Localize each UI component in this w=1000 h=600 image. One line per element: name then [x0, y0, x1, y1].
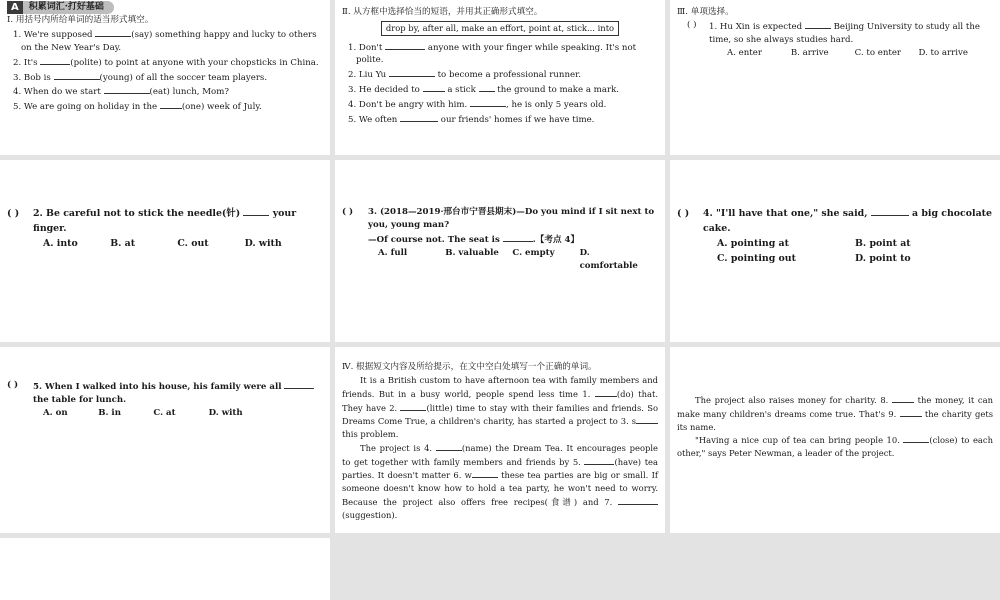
answer-paren[interactable]: ( ) [342, 207, 354, 217]
answer-blank[interactable] [472, 468, 498, 478]
answer-blank [243, 206, 269, 216]
option-a[interactable]: A. full [378, 247, 408, 258]
option-c[interactable]: C. at [153, 407, 176, 418]
answer-blank[interactable] [470, 97, 506, 107]
answer-blank[interactable] [385, 40, 425, 50]
option-b[interactable]: B. in [98, 407, 121, 418]
answer-paren[interactable]: ( ) [7, 380, 19, 390]
answer-blank[interactable] [40, 55, 70, 65]
options-row [342, 247, 658, 273]
options-row [7, 236, 323, 251]
answer-paren[interactable]: ( ) [687, 19, 697, 30]
question-item: 1. Don't anyone with your finger while speaking. It's not polite. [342, 40, 658, 68]
answer-blank[interactable] [95, 27, 131, 37]
options-row [677, 236, 993, 266]
option-d[interactable]: D. with [244, 238, 282, 250]
option-b[interactable]: B. valuable [445, 247, 499, 258]
answer-blank [871, 206, 909, 216]
passage-paragraph: The project also raises money for charity. 8. the money, it can make many children's dreams come true. That's 9. the charity gets its name. [677, 395, 994, 432]
option-a[interactable]: A. enter [727, 47, 762, 58]
options-row [677, 47, 993, 60]
question-item: 2. Liu Yu to become a professional runner. [342, 67, 658, 82]
section-header [7, 0, 323, 14]
slide-cloze-passage [335, 347, 665, 533]
option-a[interactable]: A. on [43, 407, 68, 418]
exercise-title: Ⅲ. 单项选择。 [677, 7, 734, 17]
answer-blank[interactable] [104, 84, 150, 94]
option-d[interactable]: D. to arrive [918, 47, 968, 58]
option-d[interactable]: D. with [208, 407, 243, 418]
option-b[interactable]: B. arrive [790, 47, 829, 58]
slide-single-choice-2 [0, 160, 330, 342]
exercise-title: Ⅰ. 用括号内所给单词的适当形式填空。 [7, 15, 154, 25]
question-item: 3. He decided to a stick the ground to make a mark. [342, 82, 658, 97]
slide-single-choice-4 [670, 160, 1000, 342]
section-banner: 积累词汇·打好基础 [23, 1, 114, 14]
answer-blank [284, 379, 314, 389]
answer-blank[interactable] [479, 82, 495, 92]
passage-paragraph: It is a British custom to have afternoon tea with family members and friends. But in a busy world, people spend less time 1. (do) that. They have 2. (little) time to stay with their families and friends. So Dreams Come True, a children's charity, has started a project to 3. s this problem. [342, 375, 658, 440]
option-d[interactable]: D. comfortable [579, 247, 638, 271]
answer-blank[interactable] [618, 495, 658, 505]
question-item: 5. We are going on holiday in the (one) week of July. [7, 99, 323, 114]
option-d[interactable]: D. point to [855, 253, 911, 265]
exercise-title: Ⅱ. 从方框中选择恰当的短语，并用其正确形式填空。 [342, 7, 543, 17]
question-item: ( ) 1. Hu Xin is expected Beijing University to study all the time, so she always studies hard. [677, 19, 993, 47]
slide-single-choice-1 [670, 0, 1000, 155]
answer-blank[interactable] [900, 407, 922, 417]
answer-blank[interactable] [436, 441, 462, 451]
slide-blank [0, 538, 330, 600]
answer-blank [805, 19, 831, 29]
answer-blank[interactable] [423, 82, 445, 92]
slide-vocabulary-fill [0, 0, 330, 155]
option-c[interactable]: C. out [177, 238, 209, 250]
answer-blank[interactable] [400, 401, 426, 411]
answer-paren[interactable]: ( ) [677, 208, 690, 219]
option-a[interactable]: A. into [43, 238, 78, 250]
answer-blank[interactable] [160, 99, 182, 109]
options-row [7, 407, 273, 420]
answer-blank[interactable] [636, 414, 658, 424]
option-a[interactable]: A. pointing at [717, 238, 789, 250]
option-b[interactable]: B. at [110, 238, 136, 250]
answer-blank [503, 232, 533, 242]
question-item: 4. When do we start (eat) lunch, Mom? [7, 84, 323, 99]
answer-blank[interactable] [595, 387, 617, 397]
response-line: —Of course not. The seat is .【考点 4】 [342, 232, 658, 247]
option-b[interactable]: B. point at [855, 238, 911, 250]
passage-paragraph: "Having a nice cup of tea can bring people 10. (close) to each other," says Peter Newman, a leader of the project. [677, 435, 993, 459]
option-c[interactable]: C. pointing out [717, 253, 796, 265]
answer-blank[interactable] [584, 455, 614, 465]
question-item: 2. It's (polite) to point at anyone with your chopsticks in China. [7, 55, 323, 70]
question-item: 3. Bob is (young) of all the soccer team players. [7, 70, 323, 85]
answer-blank[interactable] [903, 433, 929, 443]
question-item: ( ) 3. (2018—2019·邢台市宁晋县期末)—Do you mind if I sit next to you, young man? [342, 207, 655, 230]
option-c[interactable]: C. to enter [854, 47, 902, 58]
answer-paren[interactable]: ( ) [7, 208, 20, 219]
question-item: ( ) 4. "I'll have that one," she said, a big chocolate cake. [677, 166, 993, 236]
question-item: 1. We're supposed (say) something happy and lucky to others on the New Year's Day. [7, 27, 323, 55]
slide-cloze-passage-continued [670, 347, 1000, 533]
answer-blank[interactable] [389, 67, 435, 77]
slide-phrase-fill [335, 0, 665, 155]
passage-paragraph: The project is 4. (name) the Dream Tea. It encourages people to get together with family members and friends by 5. (have) tea parties. It doesn't matter 6. w these tea parties are big or small. If someone doesn't know how to hold a tea party, he won't need to worry. Because the project also offers free recipes(食谱) and 7. (suggestion). [342, 442, 659, 520]
exercise-title: Ⅳ. 根据短文内容及所给提示，在文中空白处填写一个正确的单词。 [342, 362, 597, 372]
question-item: 4. Don't be angry with him. , he is only 5 years old. [342, 97, 658, 112]
option-c[interactable]: C. empty [512, 247, 555, 258]
section-badge: A [7, 1, 23, 14]
answer-blank[interactable] [892, 393, 914, 403]
slide-single-choice-3 [335, 160, 665, 342]
slide-single-choice-5 [0, 347, 330, 533]
question-item: 5. We often our friends' homes if we have time. [342, 112, 658, 127]
question-item: ( ) 5. When I walked into his house, his family were all the table for lunch. [7, 353, 323, 407]
answer-blank[interactable] [54, 70, 100, 80]
phrase-box: drop by, after all, make an effort, point at, stick... into [381, 21, 619, 36]
question-item: ( ) 2. Be careful not to stick the needle(针) your finger. [7, 166, 323, 236]
answer-blank[interactable] [400, 112, 438, 122]
